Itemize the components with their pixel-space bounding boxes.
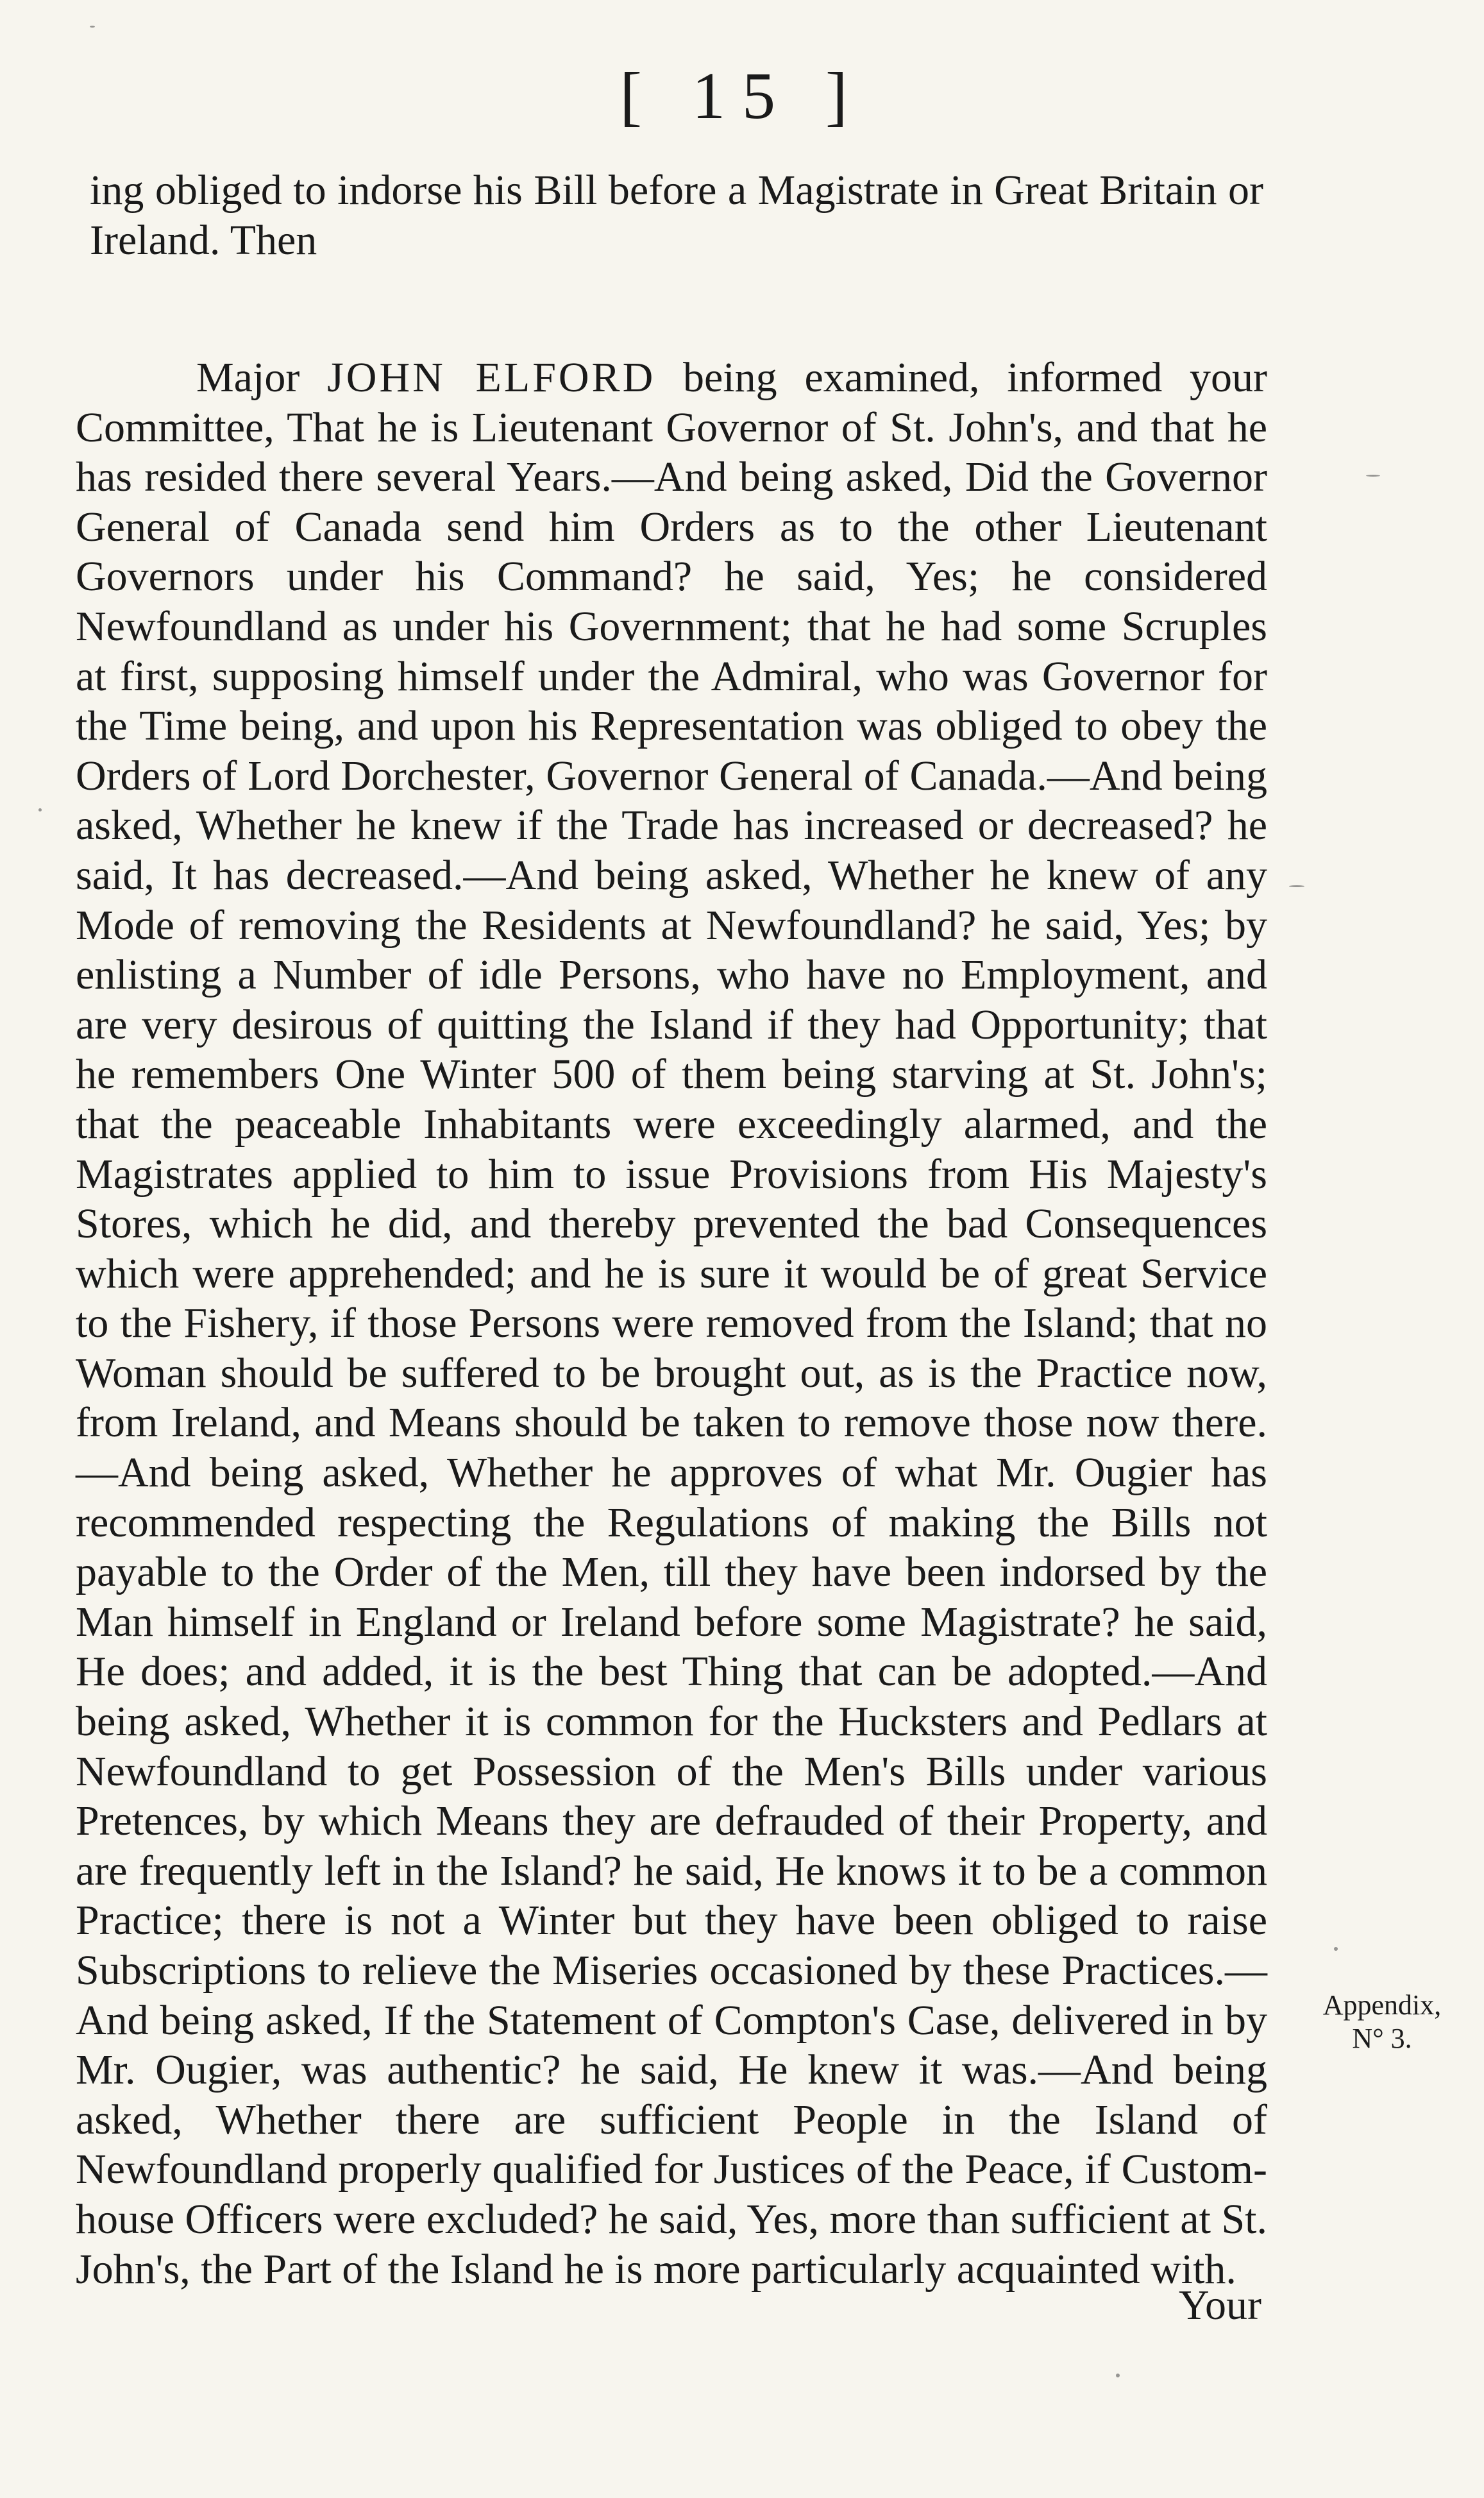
witness-name: JOHN ELFORD <box>327 354 656 401</box>
print-speck <box>1116 2374 1120 2377</box>
paragraph-lead: Major <box>196 354 328 401</box>
continued-text: ing obliged to indorse his Bill before a Magistrate in Great Britain or Ireland. Then <box>90 167 1263 264</box>
print-speck <box>1334 1947 1338 1951</box>
print-speck <box>38 808 42 811</box>
margin-note-line1: Appendix, <box>1322 1989 1442 2021</box>
margin-note-line2: N° 3. <box>1352 2023 1412 2054</box>
print-speck <box>90 26 95 28</box>
print-speck <box>1289 885 1304 887</box>
catchword: Your <box>1179 2282 1262 2329</box>
margin-note <box>1302 1989 1462 2055</box>
paragraph-text: being examined, informed your Committee, That he is Lieutenant Governor of St. John's, and that he has resided there several Years.—And being asked, Did the Governor General of Canada send him Orders as to the other Lieutenant Governors under his Command? he said, Yes; he considered Newfoundland as under his Government; that he had some Scruples at first, supposing himself under the Admiral, who was Governor for the Time being, and upon his Representation was obliged to obey the Orders of Lord Dorchester, Governor General of Canada.—And being asked, Whether he knew if the Trade has increased or decreased? he said, It has decreased.—And being asked, Whether he knew of any Mode of removing the Residents at Newfoundland? he said, Yes; by enlisting a Number of idle Persons, who have no Employment, and are very desirous of quitting the Island if they had Opportunity; that he remembers One Winter 500 of them being starving at St. John's; that the peaceable Inhabitants were exceedingly alarmed, and the Magistrates applied to him to issue Provisions from His Majesty's Stores, which he did, and thereby prevented the bad Consequences which were apprehended; and he is sure it would be of great Service to the Fishery, if those Persons were removed from the Island; that no Woman should be suffered to be brought out, as is the Practice now, from Ireland, and Means should be taken to remove those now there.—And being asked, Whether he approves of what Mr. Ougier has recommended respecting the Regulations of making the Bills not payable to the Order of the Men, till they have been indorsed by the Man himself in England or Ireland before some Magistrate? he said, He does; and added, it is the best Thing that can be adopted.—And being asked, Whether it is common for the Hucksters and Pedlars at Newfoundland to get Possession of the Men's Bills under various Pretences, by which Means they are defrauded of their Property, and are frequently left in the Island? he said, He knows it to be a common Practice; there is not a Winter but they have been obliged to raise Subscriptions to relieve the Miseries occasioned by these Practices.—And being asked, If the Statement of Compton's Case, delivered in by Mr. Ougier, was authentic? he said, He knew it was.—And being asked, Whether there are sufficient People in the Island of Newfoundland properly qualified for Justices of the Peace, if Custom-house Officers were excluded? he said, Yes, more than sufficient at St. John's, the Part of the Island he is more particularly acquainted with. <box>76 354 1268 2293</box>
print-speck <box>1366 475 1380 477</box>
page-number: [ 15 ] <box>620 59 864 133</box>
body-paragraph <box>76 353 1267 2294</box>
